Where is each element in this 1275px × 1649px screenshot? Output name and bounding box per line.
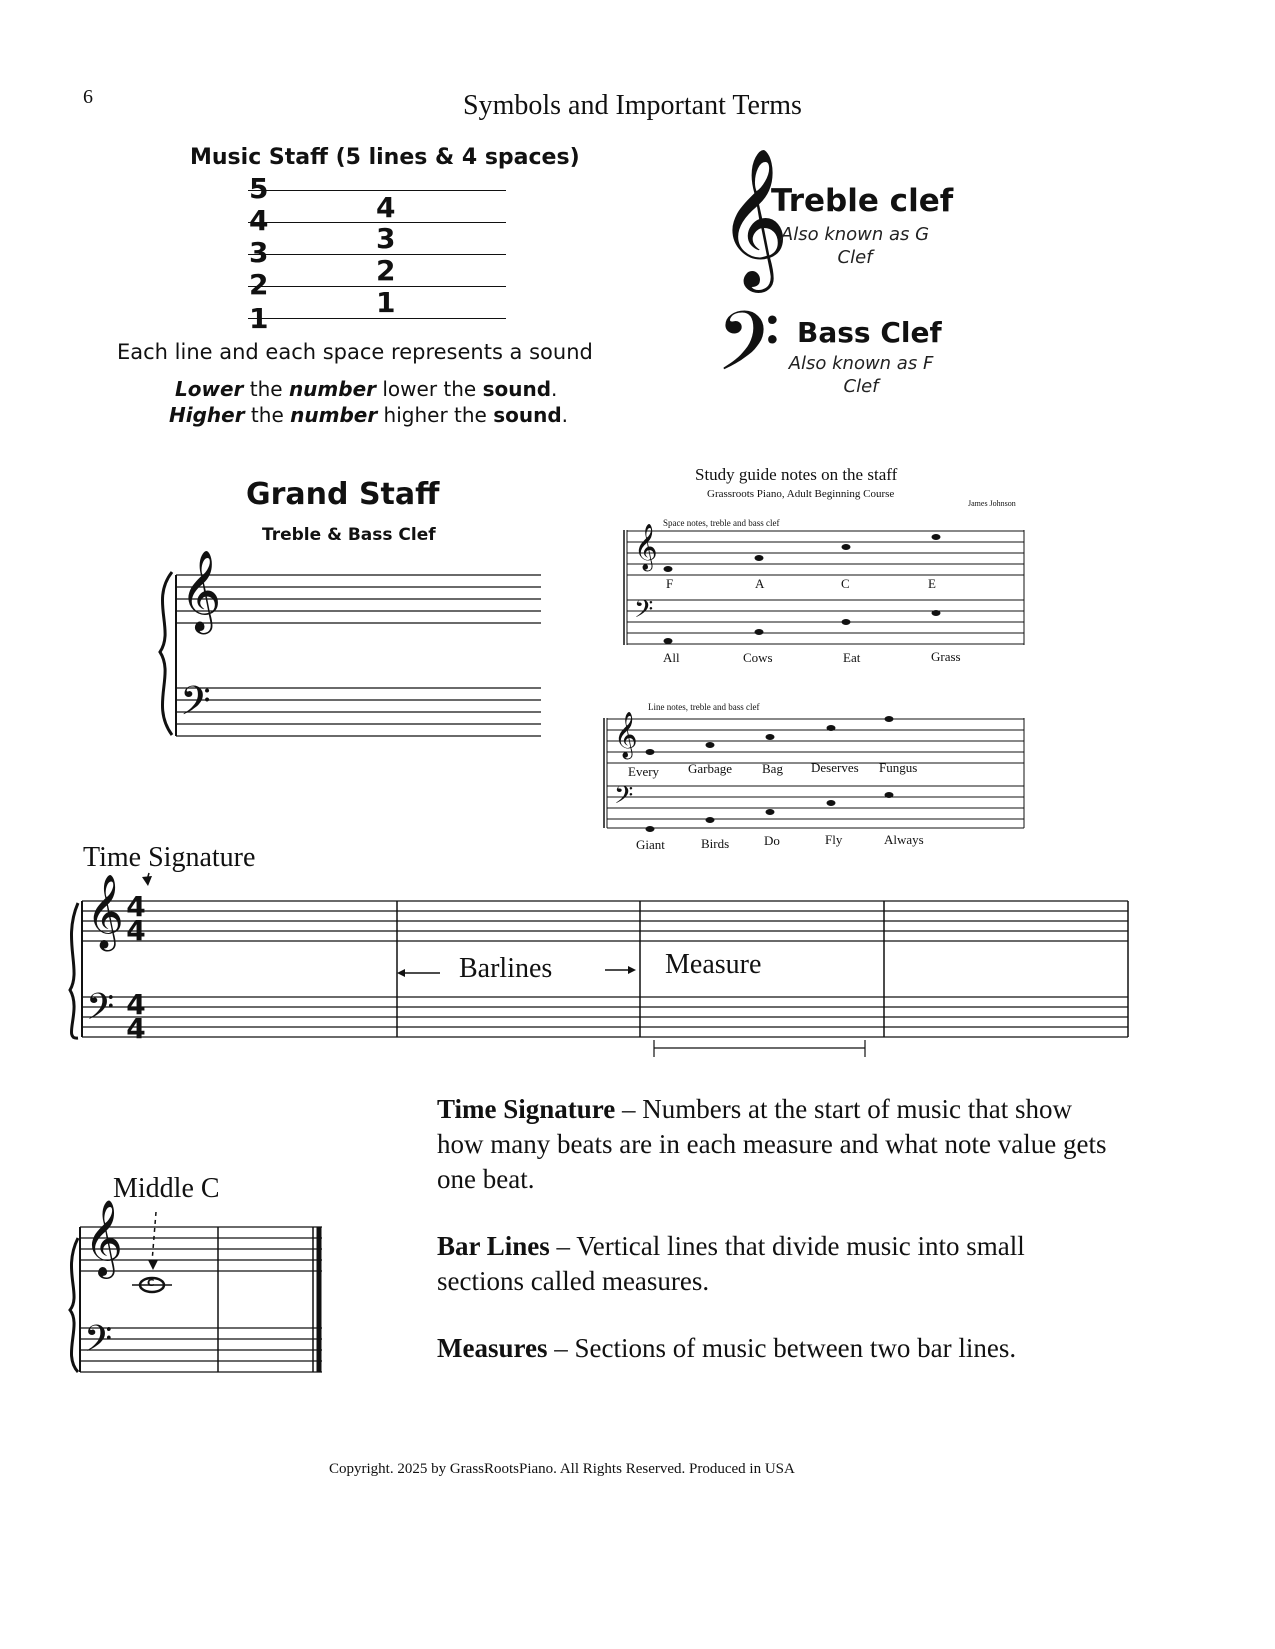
bass-space-label: All <box>663 650 680 665</box>
grand-staff-subtitle: Treble & Bass Clef <box>262 525 436 545</box>
bass-line-label: Do <box>764 833 780 848</box>
grand-staff-title: Grand Staff <box>246 477 440 512</box>
definition-term: Measures <box>437 1333 548 1363</box>
bass-clef-icon: 𝄢 <box>614 781 634 816</box>
staff-caption: Each line and each space represents a sound <box>117 340 593 364</box>
rule-text: the <box>243 377 289 401</box>
treble-clef-icon: 𝄞 <box>634 524 658 570</box>
bass-clef-icon: 𝄢 <box>84 1318 113 1369</box>
study-guide-subtitle: Grassroots Piano, Adult Beginning Course <box>707 488 895 500</box>
rule-lower-word: Lower <box>175 377 244 401</box>
space-notes-caption: Space notes, treble and bass clef <box>663 518 780 528</box>
page-number: 6 <box>83 86 93 108</box>
bass-line-label: Giant <box>636 837 665 852</box>
time-sig-top: 4 <box>126 988 146 1021</box>
definitions <box>437 1092 1117 1398</box>
treble-clef-icon: 𝄞 <box>86 875 124 949</box>
line-number-4: 4 <box>249 204 269 237</box>
bass-line-label: Birds <box>701 836 730 851</box>
rule-text: lower the <box>376 377 483 401</box>
study-guide-title: Study guide notes on the staff <box>695 465 898 484</box>
rule-text: higher the <box>377 403 494 427</box>
line-number-5: 5 <box>249 172 269 205</box>
study-guide-author: James Johnson <box>968 499 1016 508</box>
bass-clef-title: Bass Clef <box>797 316 942 349</box>
page-title: Symbols and Important Terms <box>463 90 802 121</box>
bass-space-label: Cows <box>743 650 773 665</box>
middle-c-label: Middle C <box>113 1173 220 1204</box>
rule-number: number <box>288 377 376 401</box>
treble-clef-title: Treble clef <box>771 183 954 219</box>
rule-higher-word: Higher <box>169 403 245 427</box>
treble-space-label: E <box>928 576 936 591</box>
time-signature-label: Time Signature <box>83 842 256 873</box>
bass-clef-icon: 𝄢 <box>634 595 654 630</box>
treble-line-label: Every <box>628 764 660 779</box>
rule-text: . <box>561 403 569 427</box>
treble-line-label: Garbage <box>688 761 733 776</box>
treble-subtitle-line1: Also known as G <box>780 224 930 245</box>
bass-line-label: Fly <box>825 832 843 847</box>
bass-clef-icon: 𝄢 <box>716 293 781 410</box>
definition-time-signature <box>437 1092 1117 1197</box>
treble-space-label: F <box>666 576 674 591</box>
time-sig-bottom: 4 <box>126 914 146 947</box>
rule-sound: sound <box>482 377 552 401</box>
barlines-label: Barlines <box>459 953 553 984</box>
line-number-1: 1 <box>249 302 269 335</box>
line-number-3: 3 <box>249 236 269 269</box>
bass-space-label: Grass <box>931 649 961 664</box>
treble-clef-icon: 𝄞 <box>84 1199 124 1276</box>
space-number-4: 4 <box>376 191 396 224</box>
rule-text: . <box>551 377 558 401</box>
rule-sound: sound <box>493 403 562 427</box>
rule-number: number <box>290 403 378 427</box>
line-notes-caption: Line notes, treble and bass clef <box>648 702 760 712</box>
definition-bar-lines <box>437 1229 1117 1299</box>
treble-space-label: A <box>755 576 765 591</box>
line-number-2: 2 <box>249 268 269 301</box>
treble-line-label: Fungus <box>879 760 918 775</box>
bass-line-label: Always <box>884 832 924 847</box>
music-staff-title: Music Staff (5 lines & 4 spaces) <box>190 145 580 170</box>
bass-clef-icon: 𝄢 <box>180 678 211 734</box>
bass-subtitle-line1: Also known as F <box>788 353 934 374</box>
measure-label: Measure <box>665 949 762 980</box>
time-sig-bottom: 4 <box>126 1012 146 1045</box>
middle-c-note-letter: C <box>147 1278 155 1289</box>
treble-subtitle-line2: Clef <box>837 247 873 268</box>
treble-clef-icon: 𝄞 <box>180 549 222 631</box>
rule-text: the <box>244 403 291 427</box>
bass-subtitle-line2: Clef <box>843 376 879 397</box>
definition-measures <box>437 1331 1117 1366</box>
definition-term: Bar Lines <box>437 1231 550 1261</box>
space-number-2: 2 <box>376 254 396 287</box>
space-number-1: 1 <box>376 286 396 319</box>
bass-clef-icon: 𝄢 <box>86 986 115 1037</box>
definition-text: – Sections of music between two bar lines. <box>547 1333 1017 1363</box>
definition-text: – Numbers at the start of music that show how many beats are in each measure and what note value gets one beat. <box>437 1094 1107 1194</box>
treble-clef-icon: 𝄞 <box>718 148 789 287</box>
treble-clef-icon: 𝄞 <box>614 712 638 758</box>
treble-space-label: C <box>841 576 850 591</box>
definition-term: Time Signature <box>437 1094 616 1124</box>
treble-line-label: Bag <box>762 761 783 776</box>
definition-text: – Vertical lines that divide music into small sections called measures. <box>437 1231 1025 1296</box>
bass-space-label: Eat <box>843 650 861 665</box>
treble-line-label: Deserves <box>811 760 859 775</box>
space-number-3: 3 <box>376 222 396 255</box>
footer-copyright: Copyright. 2025 by GrassRootsPiano. All Rights Reserved. Produced in USA <box>329 1461 795 1477</box>
time-sig-top: 4 <box>126 890 146 923</box>
